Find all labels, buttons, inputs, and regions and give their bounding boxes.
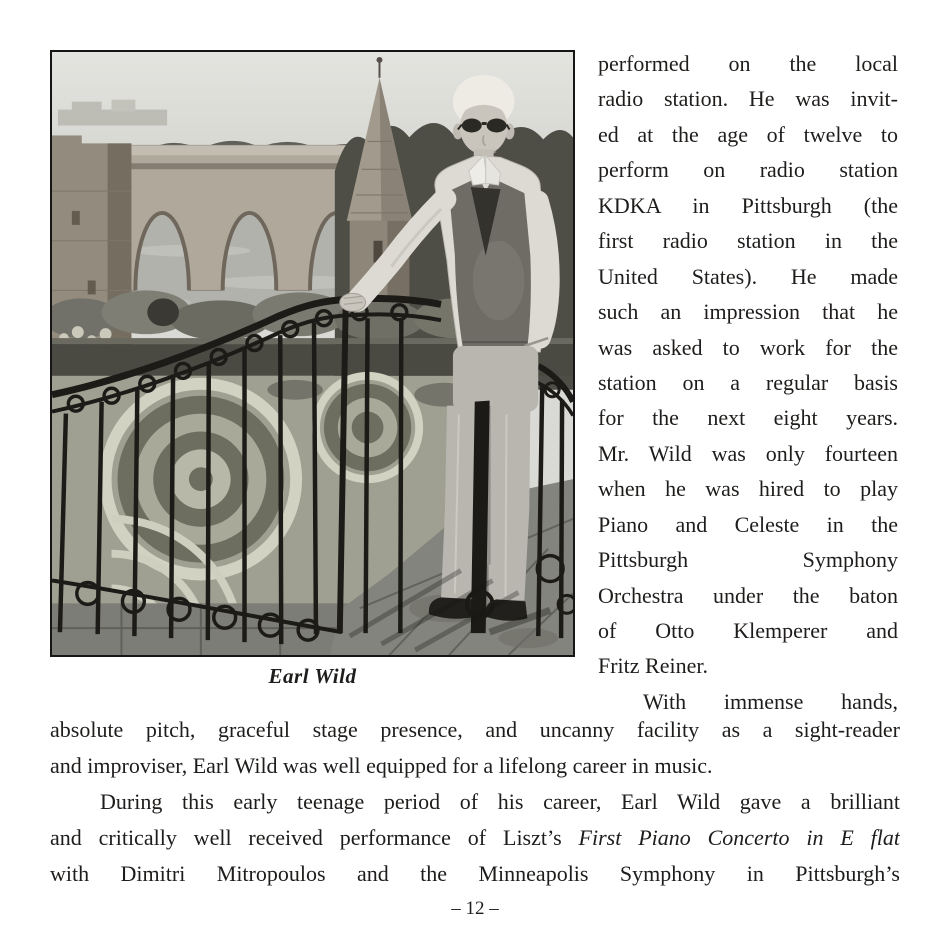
- body-text-line: of Otto Klemperer and: [598, 618, 898, 643]
- body-text-line: with Dimitri Mitropoulos and the Minneapolis Symphony in Pittsburgh’s: [50, 861, 900, 886]
- body-text-line: such an impression that he: [598, 299, 898, 325]
- photo-illustration: [52, 52, 573, 655]
- earl-wild-photo: [50, 50, 575, 657]
- body-text-line: Piano and Celeste in the: [598, 511, 898, 537]
- bottom-text-block: [50, 712, 900, 892]
- body-text-line: During this early teenage period of his career, Earl Wild gave a brilliant: [100, 789, 900, 814]
- body-text-line: Pittsburgh Symphony: [598, 547, 898, 573]
- body-text-line: first radio station in the: [598, 228, 898, 254]
- right-text-column: [598, 46, 898, 719]
- italic-work-title: First Piano Concerto in E flat: [578, 825, 900, 850]
- body-text-line: station on a regular basis: [598, 369, 898, 395]
- body-text-line: KDKA in Pittsburgh (the: [598, 192, 898, 218]
- body-text-line: perform on radio station: [598, 157, 898, 183]
- body-text-line: when he was hired to play: [598, 476, 898, 502]
- body-text-line: for the next eight years.: [598, 405, 898, 431]
- page-number: – 12 –: [451, 898, 499, 919]
- body-text-line: United States). He made: [598, 263, 898, 289]
- body-text-line: was asked to work for the: [598, 334, 898, 360]
- photo-caption: Earl Wild: [268, 664, 357, 688]
- body-text-line: Mr. Wild was only fourteen: [598, 440, 898, 466]
- body-text-line: performed on the local: [598, 51, 898, 76]
- body-text-line: and improviser, Earl Wild was well equipped for a lifelong career in music.: [50, 753, 713, 778]
- body-text-line: and critically well received performance of Liszt’s First Piano Concerto in E flat: [50, 825, 900, 850]
- body-text-line: Orchestra under the baton: [598, 582, 898, 608]
- body-text-line: ed at the age of twelve to: [598, 121, 898, 147]
- body-text-line: Fritz Reiner.: [598, 653, 708, 679]
- body-text-line: With immense hands,: [643, 688, 898, 714]
- body-text-line: absolute pitch, graceful stage presence, and uncanny facility as a sight-reader: [50, 717, 900, 742]
- body-text-line: radio station. He was invit-: [598, 86, 898, 112]
